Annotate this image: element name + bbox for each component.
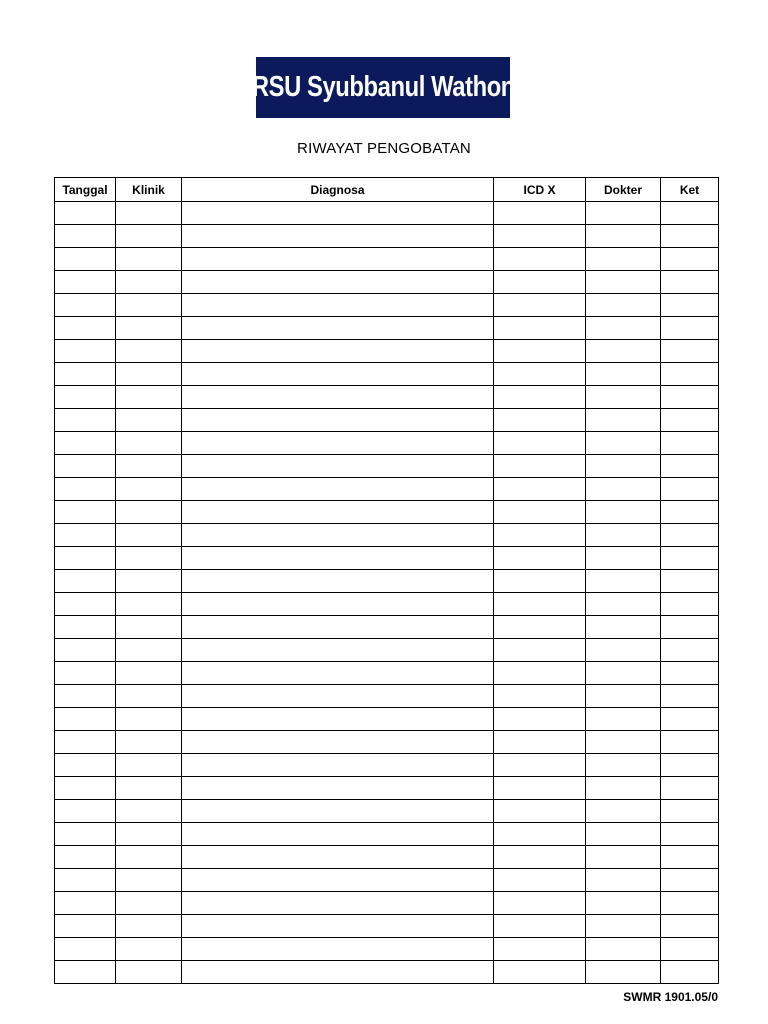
cell-diagnosa bbox=[182, 225, 494, 248]
table-row bbox=[55, 524, 719, 547]
cell-tanggal bbox=[55, 501, 116, 524]
cell-tanggal bbox=[55, 892, 116, 915]
cell-klinik bbox=[116, 202, 182, 225]
cell-ket bbox=[661, 455, 719, 478]
cell-klinik bbox=[116, 432, 182, 455]
cell-icd-x bbox=[494, 202, 586, 225]
cell-ket bbox=[661, 386, 719, 409]
cell-tanggal bbox=[55, 961, 116, 984]
column-header-icd-x: ICD X bbox=[494, 178, 586, 202]
cell-ket bbox=[661, 800, 719, 823]
cell-klinik bbox=[116, 892, 182, 915]
cell-ket bbox=[661, 524, 719, 547]
cell-dokter bbox=[586, 639, 661, 662]
cell-diagnosa bbox=[182, 547, 494, 570]
cell-klinik bbox=[116, 386, 182, 409]
cell-diagnosa bbox=[182, 961, 494, 984]
cell-ket bbox=[661, 593, 719, 616]
cell-ket bbox=[661, 409, 719, 432]
cell-icd-x bbox=[494, 317, 586, 340]
cell-dokter bbox=[586, 271, 661, 294]
cell-klinik bbox=[116, 593, 182, 616]
cell-dokter bbox=[586, 386, 661, 409]
cell-ket bbox=[661, 248, 719, 271]
cell-tanggal bbox=[55, 708, 116, 731]
cell-tanggal bbox=[55, 524, 116, 547]
cell-diagnosa bbox=[182, 731, 494, 754]
table-row bbox=[55, 915, 719, 938]
cell-diagnosa bbox=[182, 639, 494, 662]
cell-dokter bbox=[586, 708, 661, 731]
cell-tanggal bbox=[55, 202, 116, 225]
table-row bbox=[55, 708, 719, 731]
cell-icd-x bbox=[494, 409, 586, 432]
cell-dokter bbox=[586, 340, 661, 363]
cell-klinik bbox=[116, 731, 182, 754]
cell-icd-x bbox=[494, 639, 586, 662]
table-row bbox=[55, 363, 719, 386]
cell-diagnosa bbox=[182, 363, 494, 386]
column-header-klinik: Klinik bbox=[116, 178, 182, 202]
cell-diagnosa bbox=[182, 294, 494, 317]
cell-icd-x bbox=[494, 616, 586, 639]
table-header-row bbox=[55, 178, 719, 202]
table-row bbox=[55, 846, 719, 869]
cell-ket bbox=[661, 731, 719, 754]
cell-diagnosa bbox=[182, 616, 494, 639]
cell-icd-x bbox=[494, 363, 586, 386]
cell-dokter bbox=[586, 524, 661, 547]
cell-tanggal bbox=[55, 294, 116, 317]
table-row bbox=[55, 869, 719, 892]
cell-ket bbox=[661, 961, 719, 984]
cell-diagnosa bbox=[182, 340, 494, 363]
cell-diagnosa bbox=[182, 846, 494, 869]
cell-diagnosa bbox=[182, 869, 494, 892]
table-row bbox=[55, 800, 719, 823]
cell-tanggal bbox=[55, 478, 116, 501]
cell-icd-x bbox=[494, 846, 586, 869]
cell-tanggal bbox=[55, 317, 116, 340]
cell-ket bbox=[661, 202, 719, 225]
cell-ket bbox=[661, 478, 719, 501]
cell-klinik bbox=[116, 455, 182, 478]
cell-icd-x bbox=[494, 248, 586, 271]
cell-dokter bbox=[586, 225, 661, 248]
cell-tanggal bbox=[55, 754, 116, 777]
cell-diagnosa bbox=[182, 317, 494, 340]
cell-icd-x bbox=[494, 800, 586, 823]
cell-icd-x bbox=[494, 225, 586, 248]
cell-klinik bbox=[116, 616, 182, 639]
cell-klinik bbox=[116, 340, 182, 363]
cell-diagnosa bbox=[182, 685, 494, 708]
cell-icd-x bbox=[494, 547, 586, 570]
cell-icd-x bbox=[494, 478, 586, 501]
cell-diagnosa bbox=[182, 271, 494, 294]
cell-klinik bbox=[116, 708, 182, 731]
cell-tanggal bbox=[55, 340, 116, 363]
cell-dokter bbox=[586, 823, 661, 846]
table-row bbox=[55, 777, 719, 800]
cell-ket bbox=[661, 846, 719, 869]
cell-icd-x bbox=[494, 386, 586, 409]
cell-diagnosa bbox=[182, 248, 494, 271]
table-row bbox=[55, 409, 719, 432]
cell-diagnosa bbox=[182, 662, 494, 685]
table-row bbox=[55, 317, 719, 340]
table-row bbox=[55, 754, 719, 777]
cell-klinik bbox=[116, 409, 182, 432]
cell-dokter bbox=[586, 593, 661, 616]
cell-klinik bbox=[116, 823, 182, 846]
table-row bbox=[55, 938, 719, 961]
cell-klinik bbox=[116, 478, 182, 501]
treatment-history-table bbox=[54, 177, 719, 984]
cell-klinik bbox=[116, 363, 182, 386]
cell-tanggal bbox=[55, 616, 116, 639]
cell-klinik bbox=[116, 547, 182, 570]
cell-ket bbox=[661, 777, 719, 800]
cell-icd-x bbox=[494, 524, 586, 547]
cell-icd-x bbox=[494, 823, 586, 846]
cell-klinik bbox=[116, 501, 182, 524]
cell-klinik bbox=[116, 662, 182, 685]
cell-ket bbox=[661, 225, 719, 248]
cell-diagnosa bbox=[182, 432, 494, 455]
cell-diagnosa bbox=[182, 570, 494, 593]
cell-tanggal bbox=[55, 915, 116, 938]
cell-icd-x bbox=[494, 777, 586, 800]
cell-tanggal bbox=[55, 248, 116, 271]
cell-tanggal bbox=[55, 570, 116, 593]
cell-diagnosa bbox=[182, 593, 494, 616]
cell-icd-x bbox=[494, 662, 586, 685]
cell-klinik bbox=[116, 685, 182, 708]
cell-icd-x bbox=[494, 570, 586, 593]
cell-diagnosa bbox=[182, 777, 494, 800]
column-header-diagnosa: Diagnosa bbox=[182, 178, 494, 202]
cell-dokter bbox=[586, 570, 661, 593]
cell-icd-x bbox=[494, 271, 586, 294]
cell-dokter bbox=[586, 363, 661, 386]
table-row bbox=[55, 294, 719, 317]
cell-tanggal bbox=[55, 386, 116, 409]
page-title: RIWAYAT PENGOBATAN bbox=[297, 140, 471, 157]
cell-klinik bbox=[116, 869, 182, 892]
table-row bbox=[55, 823, 719, 846]
cell-tanggal bbox=[55, 685, 116, 708]
cell-dokter bbox=[586, 432, 661, 455]
cell-tanggal bbox=[55, 938, 116, 961]
cell-diagnosa bbox=[182, 386, 494, 409]
cell-ket bbox=[661, 340, 719, 363]
cell-diagnosa bbox=[182, 915, 494, 938]
cell-tanggal bbox=[55, 731, 116, 754]
cell-klinik bbox=[116, 271, 182, 294]
table-body bbox=[55, 202, 719, 984]
table-row bbox=[55, 455, 719, 478]
form-code: SWMR 1901.05/0 bbox=[623, 990, 718, 1004]
cell-tanggal bbox=[55, 363, 116, 386]
cell-klinik bbox=[116, 294, 182, 317]
cell-diagnosa bbox=[182, 938, 494, 961]
cell-tanggal bbox=[55, 869, 116, 892]
hospital-name: RSU Syubbanul Wathon bbox=[251, 71, 515, 103]
cell-icd-x bbox=[494, 961, 586, 984]
cell-ket bbox=[661, 823, 719, 846]
cell-dokter bbox=[586, 317, 661, 340]
cell-icd-x bbox=[494, 938, 586, 961]
cell-klinik bbox=[116, 800, 182, 823]
cell-klinik bbox=[116, 248, 182, 271]
cell-dokter bbox=[586, 501, 661, 524]
column-header-dokter: Dokter bbox=[586, 178, 661, 202]
cell-ket bbox=[661, 363, 719, 386]
cell-tanggal bbox=[55, 823, 116, 846]
cell-ket bbox=[661, 639, 719, 662]
cell-icd-x bbox=[494, 593, 586, 616]
cell-diagnosa bbox=[182, 478, 494, 501]
table-row bbox=[55, 892, 719, 915]
table-row bbox=[55, 547, 719, 570]
cell-diagnosa bbox=[182, 708, 494, 731]
table-row bbox=[55, 961, 719, 984]
cell-klinik bbox=[116, 915, 182, 938]
cell-ket bbox=[661, 501, 719, 524]
cell-tanggal bbox=[55, 593, 116, 616]
table-row bbox=[55, 202, 719, 225]
cell-dokter bbox=[586, 455, 661, 478]
cell-diagnosa bbox=[182, 455, 494, 478]
cell-ket bbox=[661, 570, 719, 593]
cell-ket bbox=[661, 317, 719, 340]
cell-tanggal bbox=[55, 662, 116, 685]
cell-dokter bbox=[586, 547, 661, 570]
cell-ket bbox=[661, 547, 719, 570]
cell-dokter bbox=[586, 662, 661, 685]
cell-icd-x bbox=[494, 455, 586, 478]
table-row bbox=[55, 432, 719, 455]
cell-dokter bbox=[586, 685, 661, 708]
cell-icd-x bbox=[494, 708, 586, 731]
cell-icd-x bbox=[494, 754, 586, 777]
cell-dokter bbox=[586, 731, 661, 754]
cell-klinik bbox=[116, 754, 182, 777]
cell-dokter bbox=[586, 202, 661, 225]
cell-ket bbox=[661, 915, 719, 938]
cell-tanggal bbox=[55, 639, 116, 662]
table-row bbox=[55, 340, 719, 363]
cell-dokter bbox=[586, 248, 661, 271]
table-row bbox=[55, 501, 719, 524]
cell-tanggal bbox=[55, 225, 116, 248]
cell-diagnosa bbox=[182, 524, 494, 547]
cell-tanggal bbox=[55, 800, 116, 823]
cell-dokter bbox=[586, 777, 661, 800]
table-row bbox=[55, 271, 719, 294]
cell-ket bbox=[661, 271, 719, 294]
cell-dokter bbox=[586, 961, 661, 984]
cell-tanggal bbox=[55, 409, 116, 432]
cell-ket bbox=[661, 432, 719, 455]
cell-diagnosa bbox=[182, 754, 494, 777]
cell-klinik bbox=[116, 777, 182, 800]
column-header-ket: Ket bbox=[661, 178, 719, 202]
table-row bbox=[55, 225, 719, 248]
cell-diagnosa bbox=[182, 823, 494, 846]
cell-klinik bbox=[116, 639, 182, 662]
cell-ket bbox=[661, 869, 719, 892]
cell-klinik bbox=[116, 938, 182, 961]
cell-diagnosa bbox=[182, 202, 494, 225]
cell-icd-x bbox=[494, 915, 586, 938]
cell-klinik bbox=[116, 225, 182, 248]
cell-ket bbox=[661, 754, 719, 777]
cell-ket bbox=[661, 892, 719, 915]
cell-ket bbox=[661, 662, 719, 685]
table-row bbox=[55, 639, 719, 662]
cell-klinik bbox=[116, 317, 182, 340]
cell-tanggal bbox=[55, 455, 116, 478]
table-row bbox=[55, 570, 719, 593]
cell-ket bbox=[661, 938, 719, 961]
cell-icd-x bbox=[494, 340, 586, 363]
cell-icd-x bbox=[494, 869, 586, 892]
cell-klinik bbox=[116, 524, 182, 547]
cell-ket bbox=[661, 616, 719, 639]
cell-diagnosa bbox=[182, 800, 494, 823]
cell-tanggal bbox=[55, 846, 116, 869]
cell-icd-x bbox=[494, 294, 586, 317]
cell-tanggal bbox=[55, 432, 116, 455]
cell-icd-x bbox=[494, 731, 586, 754]
table-row bbox=[55, 248, 719, 271]
cell-dokter bbox=[586, 800, 661, 823]
cell-diagnosa bbox=[182, 892, 494, 915]
cell-dokter bbox=[586, 938, 661, 961]
cell-dokter bbox=[586, 915, 661, 938]
table-row bbox=[55, 616, 719, 639]
cell-dokter bbox=[586, 892, 661, 915]
cell-tanggal bbox=[55, 777, 116, 800]
cell-dokter bbox=[586, 616, 661, 639]
cell-dokter bbox=[586, 754, 661, 777]
cell-icd-x bbox=[494, 685, 586, 708]
cell-klinik bbox=[116, 846, 182, 869]
table-row bbox=[55, 593, 719, 616]
cell-klinik bbox=[116, 570, 182, 593]
hospital-logo bbox=[251, 57, 515, 118]
cell-icd-x bbox=[494, 432, 586, 455]
table-row bbox=[55, 386, 719, 409]
cell-tanggal bbox=[55, 271, 116, 294]
cell-dokter bbox=[586, 294, 661, 317]
column-header-tanggal: Tanggal bbox=[55, 178, 116, 202]
table-row bbox=[55, 685, 719, 708]
cell-dokter bbox=[586, 478, 661, 501]
cell-diagnosa bbox=[182, 409, 494, 432]
cell-ket bbox=[661, 708, 719, 731]
cell-diagnosa bbox=[182, 501, 494, 524]
table-row bbox=[55, 731, 719, 754]
cell-icd-x bbox=[494, 892, 586, 915]
cell-icd-x bbox=[494, 501, 586, 524]
cell-dokter bbox=[586, 409, 661, 432]
cell-klinik bbox=[116, 961, 182, 984]
cell-tanggal bbox=[55, 547, 116, 570]
cell-dokter bbox=[586, 869, 661, 892]
cell-ket bbox=[661, 685, 719, 708]
table-row bbox=[55, 478, 719, 501]
cell-dokter bbox=[586, 846, 661, 869]
cell-ket bbox=[661, 294, 719, 317]
table-row bbox=[55, 662, 719, 685]
